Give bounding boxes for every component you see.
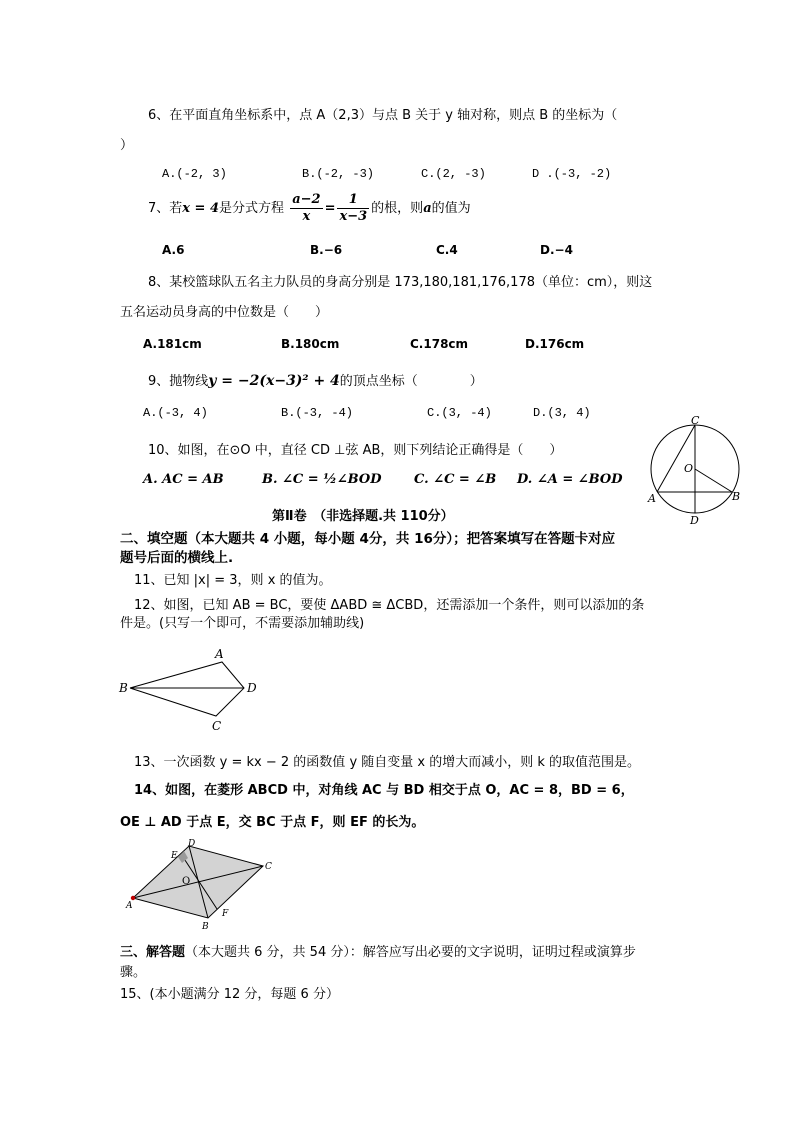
- q10-option-b: B. ∠C = ½∠BOD: [262, 472, 382, 487]
- label-a: A: [215, 647, 224, 661]
- q9-option-c: C.(3, -4): [427, 406, 492, 420]
- rhombus-figure: [118, 836, 288, 932]
- q8-option-d: D.176cm: [525, 337, 585, 351]
- section3-line2: 骤。: [120, 965, 147, 980]
- q7-fraction-1: $\frac{a-2}{x}$: [292, 192, 321, 224]
- label-a: A: [648, 492, 656, 505]
- q12-line1: 12、如图，已知 AB = BC，要使 ΔABD ≅ ΔCBD，还需添加一个条件，则可以添加的条: [134, 598, 645, 613]
- circle-figure: [644, 412, 748, 528]
- section2-line1: 二、填空题（本大题共 4 小题，每小题 4分，共 16分）；把答案填写在答题卡对应: [120, 531, 616, 547]
- q14-line2: OE ⊥ AD 于点 E，交 BC 于点 F，则 EF 的长为。: [120, 815, 425, 830]
- part2-title: 第Ⅱ卷 （非选择题.共 110分）: [272, 509, 454, 524]
- section3-head: 三、解答题: [120, 945, 186, 960]
- q8-option-c: C.178cm: [410, 337, 469, 351]
- label-c: C: [265, 862, 272, 872]
- label-c: C: [691, 414, 700, 427]
- q7-option-b: B.−6: [310, 243, 343, 257]
- q12-line2: 件是。(只写一个即可，不需要添加辅助线): [120, 616, 365, 631]
- q9-prefix: 9、抛物线: [148, 374, 209, 389]
- q6-option-d: D .(-3, -2): [532, 167, 612, 181]
- q6-close: ）: [120, 138, 134, 153]
- section3-line1: [120, 941, 636, 960]
- section2-line2: 题号后面的横线上.: [120, 550, 234, 566]
- q6-option-c: C.(2, -3): [421, 167, 486, 181]
- label-o: O: [684, 462, 694, 475]
- q7-prefix: 7、若: [148, 201, 183, 216]
- point-a-marker: [131, 896, 135, 900]
- q9-option-d: D.(3, 4): [533, 406, 591, 420]
- q10-option-d: D. ∠A = ∠BOD: [517, 472, 623, 487]
- q7-x-eq: x = 4: [182, 201, 220, 216]
- q6-option-a: A.(-2, 3): [162, 167, 227, 181]
- kite-outline: [130, 662, 244, 716]
- q7-stem: [148, 192, 471, 226]
- q7-suffix1: 的根，则: [371, 201, 424, 216]
- q7-option-d: D.−4: [540, 243, 573, 257]
- q15: 15、(本小题满分 12 分，每题 6 分）: [120, 987, 339, 1002]
- q7-option-c: C.4: [436, 243, 458, 257]
- q9-formula: y = −2(x−3)² + 4: [208, 373, 340, 389]
- q6-stem: 6、在平面直角坐标系中，点 A（2,3）与点 B 关于 y 轴对称，则点 B 的坐标为（: [148, 108, 618, 123]
- label-c: C: [212, 719, 222, 733]
- q8-line1: 8、某校篮球队五名主力队员的身高分别是 173,180,181,176,178（单位：cm），则这: [148, 275, 653, 290]
- q10-stem: 10、如图，在⊙O 中，直径 CD ⊥弦 AB，则下列结论正确得是（ ）: [148, 443, 563, 458]
- q9-suffix: 的顶点坐标（ ）: [339, 374, 483, 389]
- label-o: O: [182, 876, 191, 887]
- q14-line1: 14、如图，在菱形 ABCD 中，对角线 AC 与 BD 相交于点 O，AC = 8，BD = 6，: [134, 783, 634, 798]
- q7-a-var: a: [423, 201, 432, 216]
- q7-mid: 是分式方程: [219, 201, 285, 216]
- label-a: A: [126, 901, 133, 911]
- section3-line1-rest: （本大题共 6 分，共 54 分）：解答应写出必要的文字说明，证明过程或演算步: [185, 945, 636, 960]
- q7-suffix2: 的值为: [431, 201, 471, 216]
- label-b: B: [202, 922, 209, 932]
- label-d: D: [188, 839, 196, 849]
- q9-stem: [148, 370, 483, 389]
- q7-equals: =: [324, 201, 336, 216]
- label-f: F: [222, 909, 229, 919]
- q7-option-a: A.6: [162, 243, 185, 257]
- q8-option-b: B.180cm: [281, 337, 340, 351]
- q7-fraction-2: $\frac{1}{x-3}$: [339, 192, 368, 224]
- label-d: D: [690, 514, 699, 527]
- segment-ac: [657, 425, 695, 492]
- label-b: B: [732, 490, 741, 503]
- q11: 11、已知 |x| = 3，则 x 的值为。: [134, 573, 332, 588]
- label-e: E: [171, 851, 178, 861]
- kite-figure: [116, 644, 266, 736]
- q10-option-a: A. AC = AB: [143, 472, 224, 487]
- q8-line2: 五名运动员身高的中位数是（ ）: [120, 305, 329, 320]
- label-d: D: [247, 681, 257, 695]
- q8-option-a: A.181cm: [143, 337, 202, 351]
- q10-option-c: C. ∠C = ∠B: [414, 472, 497, 487]
- q9-option-a: A.(-3, 4): [143, 406, 208, 420]
- label-b: B: [119, 681, 128, 695]
- q13: 13、一次函数 y = kx − 2 的函数值 y 随自变量 x 的增大而减小，则 k 的取值范围是。: [134, 755, 641, 770]
- q9-option-b: B.(-3, -4): [281, 406, 354, 420]
- segment-ob: [695, 469, 732, 492]
- q6-option-b: B.(-2, -3): [302, 167, 375, 181]
